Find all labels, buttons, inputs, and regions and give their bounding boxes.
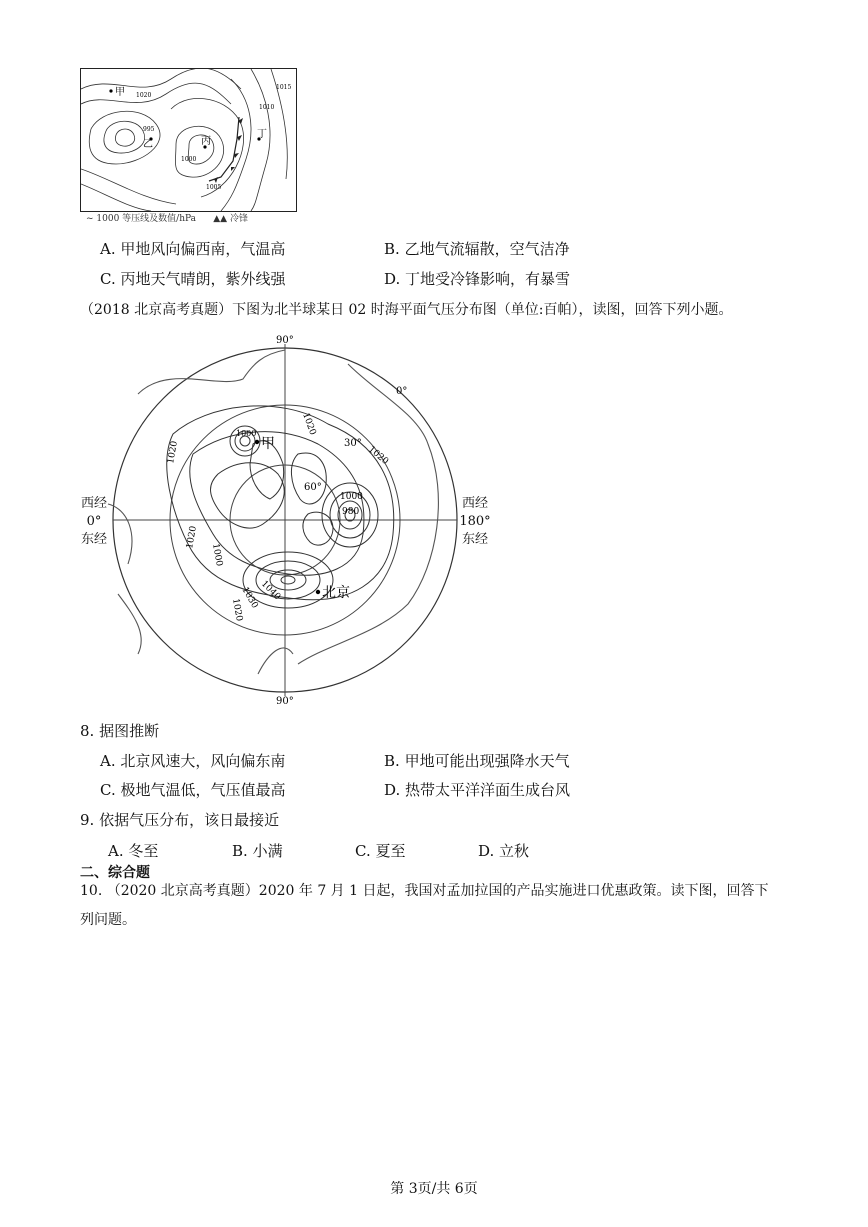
map2-iso-1020-c: 1020 <box>366 444 391 468</box>
map1-iso-1015: 1015 <box>276 84 292 91</box>
isobar-map-1 <box>80 68 297 212</box>
q10-line1: 10. （2020 北京高考真题）2020 年 7 月 1 日起，我国对孟加拉国的产品实施进口优惠政策。读下图，回答下 <box>80 883 769 899</box>
section-heading: 二、综合题 <box>80 865 150 881</box>
option-letter: C. <box>100 781 116 799</box>
left-label-line3: 东经 <box>80 532 107 547</box>
map2-left-label <box>80 495 108 549</box>
q8-stem: 8. 据图推断 <box>80 722 160 740</box>
option-letter: D. <box>384 270 401 288</box>
intro-2018: （2018 北京高考真题）下图为北半球某日 02 时海平面气压分布图（单位:百帕），读图，回答下列小题。 <box>80 302 733 318</box>
map2-iso-1020-b: 1020 <box>166 440 180 465</box>
q9-option-c[interactable] <box>355 841 406 861</box>
option-letter: C. <box>100 270 116 288</box>
option-letter: B. <box>232 842 248 860</box>
map2-label-jia: 甲 <box>261 436 275 452</box>
q8-option-d[interactable] <box>384 780 570 800</box>
map1-legend <box>86 213 248 225</box>
right-label-line2: 180° <box>459 514 491 529</box>
map2-lat-30: 30° <box>344 438 362 449</box>
map1-iso-1005: 1005 <box>206 184 222 191</box>
option-text: 极地气温低，气压值最高 <box>120 781 286 799</box>
map1-iso-995: 995 <box>143 126 155 133</box>
option-text: 丁地受冷锋影响，有暴雪 <box>405 270 571 288</box>
q8-option-c[interactable] <box>100 780 286 800</box>
page-footer: 第 3页/共 6页 <box>390 1181 478 1197</box>
map2-iso-1000-c: 1000 <box>210 542 224 568</box>
map2-iso-980: 980 <box>342 507 360 517</box>
map2-iso-1020-a: 1020 <box>300 411 318 437</box>
isobar-map-1-drawing <box>81 69 296 211</box>
option-text: 乙地气流辐散，空气洁净 <box>404 240 570 258</box>
map2-iso-1000-a: 1000 <box>236 429 257 438</box>
option-text: 立秋 <box>499 842 530 860</box>
polar-pressure-map <box>78 334 498 706</box>
left-label-line1: 西经 <box>80 496 107 511</box>
map2-iso-1020-d: 1020 <box>185 525 199 550</box>
legend-isobar-icon: ~ <box>86 214 94 224</box>
option-letter: B. <box>384 240 400 258</box>
legend-front-label: 冷锋 <box>229 214 248 224</box>
map2-lat-60: 60° <box>304 482 322 493</box>
option-letter: A. <box>108 842 124 860</box>
option-letter: C. <box>355 842 371 860</box>
map2-lon-0: 0° <box>396 386 408 397</box>
q10-line2: 列问题。 <box>80 912 136 928</box>
option-text: 热带太平洋洋面生成台风 <box>405 781 571 799</box>
option-letter: A. <box>100 240 116 258</box>
map2-iso-1030: 1030 <box>239 585 260 611</box>
map2-bottom-label: 90° <box>276 696 294 706</box>
map1-iso-1020: 1020 <box>136 92 152 99</box>
option-letter: D. <box>478 842 495 860</box>
legend-isobar-label: 1000 等压线及数值/hPa <box>96 214 197 224</box>
map2-iso-1040: 1040 <box>258 579 283 603</box>
q7-option-b[interactable] <box>384 239 570 259</box>
option-text: 甲地可能出现强降水天气 <box>404 752 570 770</box>
right-label-line3: 东经 <box>461 532 488 547</box>
right-label-line1: 西经 <box>461 496 488 511</box>
map2-label-beijing: 北京 <box>322 585 350 601</box>
option-letter: D. <box>384 781 401 799</box>
map2-right-label <box>458 495 492 549</box>
q8-option-b[interactable] <box>384 751 570 771</box>
q8-option-a[interactable] <box>100 751 285 771</box>
map1-iso-1010: 1010 <box>259 104 275 111</box>
option-letter: A. <box>100 752 116 770</box>
q9-option-d[interactable] <box>478 841 529 861</box>
map2-top-label: 90° <box>276 335 294 346</box>
map1-label-ding: 丁 <box>257 129 267 140</box>
q7-option-c[interactable] <box>100 269 286 289</box>
option-text: 丙地天气晴朗，紫外线强 <box>120 270 286 288</box>
map2-iso-1020-e: 1020 <box>230 597 244 623</box>
option-text: 冬至 <box>128 842 159 860</box>
cold-front-icon: ▲▲ <box>213 214 228 224</box>
map1-label-jia: 甲 <box>115 87 125 98</box>
q9-option-b[interactable] <box>232 841 283 861</box>
q7-option-a[interactable] <box>100 239 285 259</box>
option-letter: B. <box>384 752 400 770</box>
q9-option-a[interactable] <box>108 841 158 861</box>
polar-map-drawing <box>78 334 498 706</box>
left-label-line2: 0° <box>86 514 102 529</box>
q7-option-d[interactable] <box>384 269 570 289</box>
option-text: 甲地风向偏西南，气温高 <box>120 240 286 258</box>
map1-iso-1000: 1000 <box>181 156 197 163</box>
option-text: 小满 <box>252 842 283 860</box>
option-text: 夏至 <box>375 842 406 860</box>
q9-stem: 9. 依据气压分布，该日最接近 <box>80 811 280 829</box>
map1-label-bing: 丙 <box>201 136 211 147</box>
map1-label-yi: 乙 <box>143 139 153 150</box>
map2-iso-1000-b: 1000 <box>340 492 363 502</box>
option-text: 北京风速大，风向偏东南 <box>120 752 286 770</box>
